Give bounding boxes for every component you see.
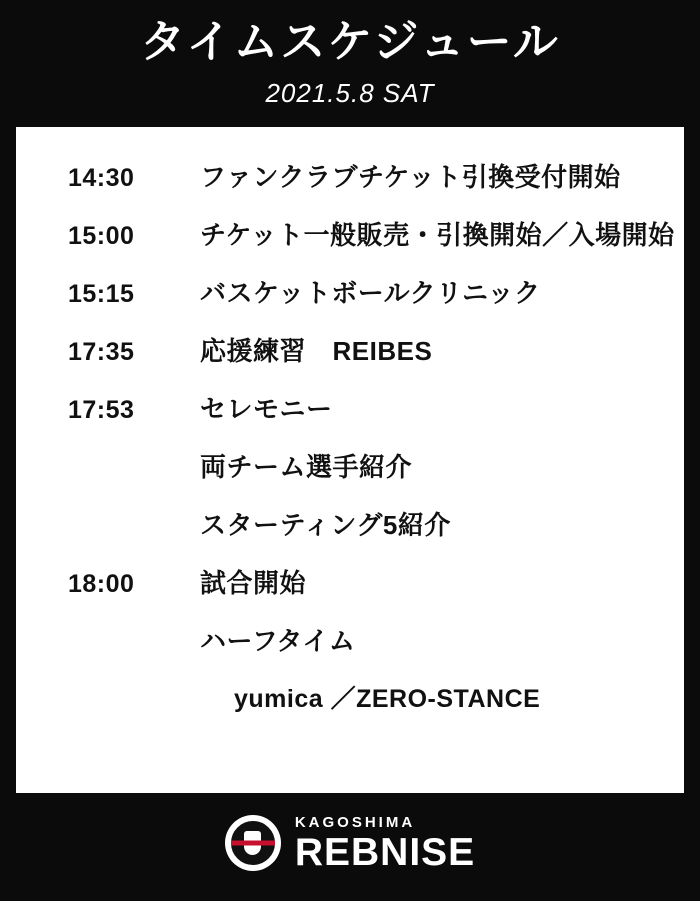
schedule-description: ハーフタイム xyxy=(200,626,356,657)
schedule-description: チケット一般販売・引換開始／入場開始 xyxy=(200,220,675,251)
schedule-time: 17:35 xyxy=(68,338,135,367)
schedule-description: バスケットボールクリニック xyxy=(200,278,541,309)
list-item xyxy=(16,215,684,273)
event-date: 2021.5.8 SAT xyxy=(265,78,435,109)
list-item xyxy=(16,621,684,679)
page-title: タイムスケジュール xyxy=(140,16,560,67)
list-item xyxy=(16,273,684,331)
team-crest-icon xyxy=(225,815,281,871)
brand-region: KAGOSHIMA xyxy=(294,813,416,831)
schedule-description: 試合開始 xyxy=(200,568,307,599)
schedule-description: yumica ／ZERO-STANCE xyxy=(234,685,541,714)
schedule-time: 17:53 xyxy=(68,396,135,425)
schedule-description: ファンクラブチケット引換受付開始 xyxy=(200,162,621,193)
footer-logo xyxy=(0,811,700,875)
schedule-panel xyxy=(16,127,684,793)
list-item xyxy=(16,505,684,563)
schedule-time: 18:00 xyxy=(68,570,135,599)
schedule-list xyxy=(16,157,684,737)
list-item xyxy=(16,679,684,737)
list-item xyxy=(16,331,684,389)
list-item xyxy=(16,389,684,447)
poster-header xyxy=(0,0,700,109)
crest-band xyxy=(231,841,275,846)
crest-inner xyxy=(229,819,277,867)
list-item xyxy=(16,563,684,621)
schedule-time: 15:15 xyxy=(68,280,135,309)
list-item xyxy=(16,157,684,215)
schedule-description: スターティング5紹介 xyxy=(200,510,451,541)
schedule-description: セレモニー xyxy=(200,394,333,425)
schedule-time: 14:30 xyxy=(68,164,135,193)
brand-name: REBNISE xyxy=(294,830,476,874)
list-item xyxy=(16,447,684,505)
schedule-description: 両チーム選手紹介 xyxy=(200,452,413,483)
schedule-description: 応援練習 REIBES xyxy=(200,336,433,367)
brand-wordmark xyxy=(295,815,475,872)
schedule-time: 15:00 xyxy=(68,222,135,251)
